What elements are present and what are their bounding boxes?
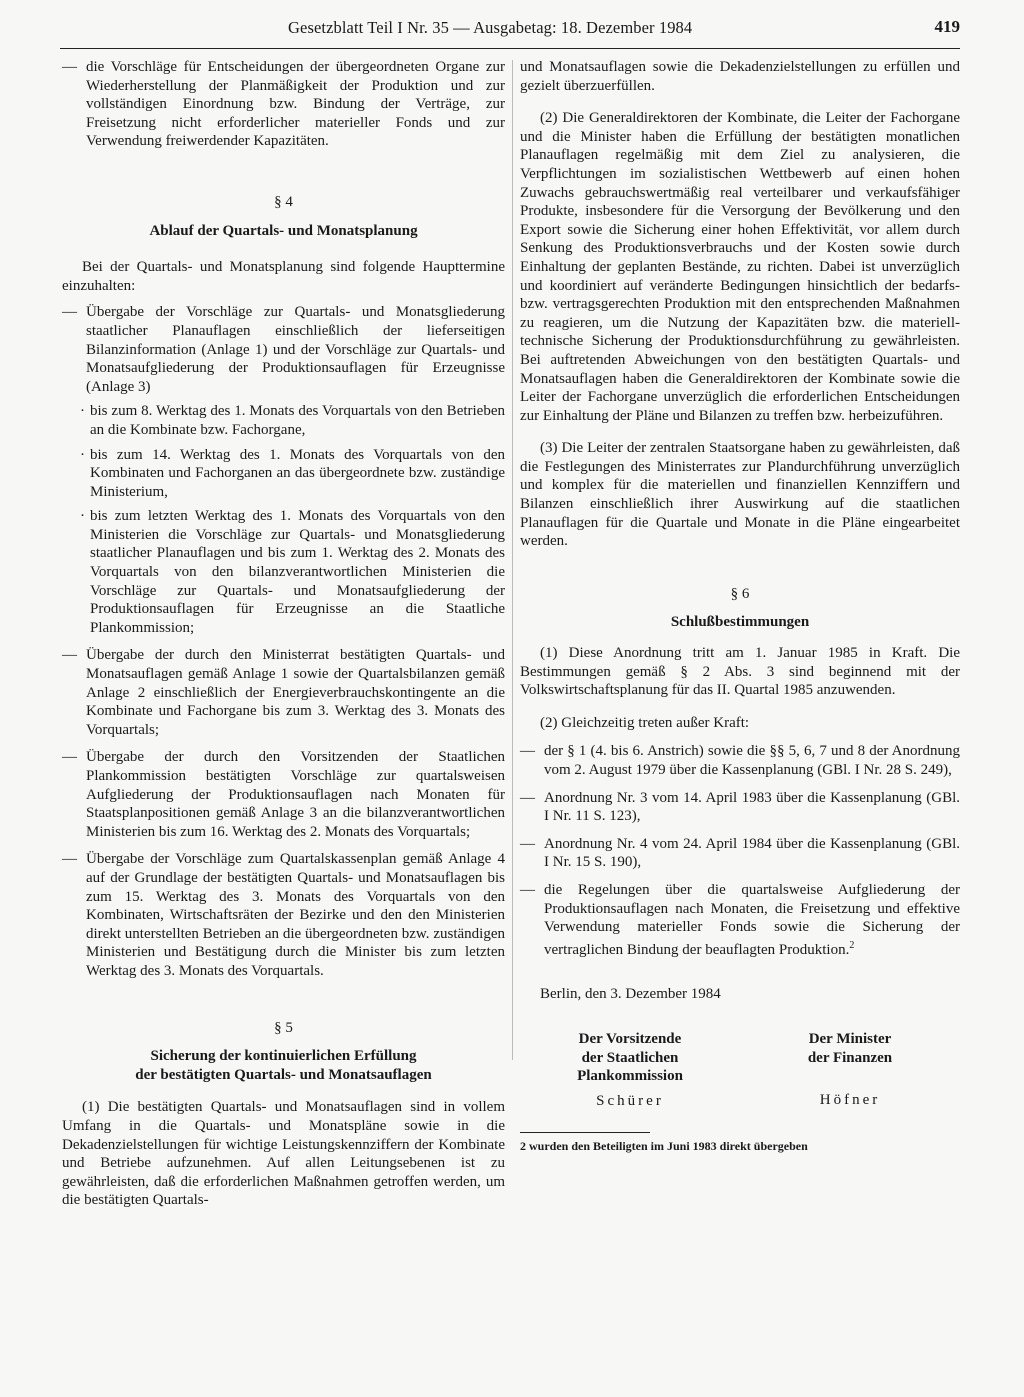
dash-marker: — xyxy=(520,743,535,760)
list-item xyxy=(62,58,505,151)
footnote: 2 wurden den Beteiligten im Juni 1983 direkt übergeben xyxy=(520,1139,808,1154)
section-5-paragraph-2: (2) Die Generaldirektoren der Kombinate, die Leiter der Fachorgane und die Minister haben die Erfüllung der bestätigten monatlichen Planauflagen regelmäßig mit dem Ziel zu analysieren, die Verpflichtungen im sozialistischen Wettbewerb auf einen hohen Zuwachs gebrauchswertmäßig real verteilbarer und verkaufsfähiger Produkte, insbesondere für die Versorgung der Bevölkerung und den Export sowie die Sicherung einer hohen Effektivität, vor allem durch Senkung des Produktionsverbrauchs und der Kosten sowie durch Einhaltung der geplanten Bestände, zu richten. Dabei ist unverzüglich und koordiniert auf veränderte Bedingungen hinsichtlich der bedarfs- bzw. vertragsgerechten Produktion mit den entsprechenden Maßnahmen zu reagieren, um die Nutzung der Kapazitäten bzw. die materiell-technische Sicherung der Produktionsdurchführung zu gewährleisten. Bei auftretenden Abweichungen von den bestätigten Quartals- und Monatsauflagen haben die Generaldirektoren der Kombinate sowie die Leiter der Fachorgane unverzüglich die erforderlichen Entscheidungen zur Einhaltung der Pläne und Bilanzen zu treffen bzw. herbeizuführen. xyxy=(520,110,960,424)
signature-left xyxy=(540,1030,720,1110)
section-4-number: § 4 xyxy=(274,193,293,210)
list-item-text xyxy=(544,881,960,959)
list-item xyxy=(62,748,505,841)
list-item xyxy=(62,646,505,739)
dash-marker: — xyxy=(62,647,77,664)
list-item xyxy=(520,881,960,959)
signature-role-line: der Finanzen xyxy=(807,1049,893,1066)
dash-marker: — xyxy=(62,304,77,321)
right-column xyxy=(520,58,960,1154)
section-5-title-line2: der bestätigten Quartals- und Monatsauflagen xyxy=(135,1066,432,1083)
signature-right xyxy=(760,1030,940,1110)
footnote-rule xyxy=(520,1132,650,1133)
list-item xyxy=(520,835,960,872)
section-6-paragraph-2: (2) Gleichzeitig treten außer Kraft: xyxy=(540,714,750,731)
list-item-text: Übergabe der durch den Vorsitzenden der Staatlichen Plankommission bestätigten Vorschläge zur quartalsweisen Aufgliederung der Produktionsauflagen nach Monaten für Staatsplanpositionen gemäß Anlage 3 an die bilanzverantwortlichen Ministerien bis zum 16. Werktag des 2. Monats des Vorquartals; xyxy=(86,749,505,840)
list-item xyxy=(62,303,505,396)
signature-role-line: der Staatlichen xyxy=(581,1049,679,1066)
signatory-name: Höfner xyxy=(819,1092,881,1109)
list-item-text: die Vorschläge für Entscheidungen der übergeordneten Organe zur Wiederherstellung der Planmäßigkeit der Produktion und zur vollständigen Einordnung bzw. Bindung der Verträge, zur Freisetzung nicht erforderlicher materieller Fonds und zur Verwendung freiwerdender Kapazitäten. xyxy=(86,59,505,150)
list-item xyxy=(520,789,960,826)
list-item xyxy=(520,742,960,779)
dash-marker: — xyxy=(62,851,77,868)
section-5-paragraph-3: (3) Die Leiter der zentralen Staatsorgane haben zu gewährleisten, daß die Festlegungen des Ministerrates zur Plandurchführung unverzüglich und komplex für die materiellen und finanziellen Kennziffern und Bilanzen einschließlich ihrer Auswirkung auf die staatlichen Planauflagen für die Quartale und Monate in die Pläne eingearbeitet werden. xyxy=(520,440,960,550)
list-item-text: Übergabe der Vorschläge zur Quartals- und Monatsgliederung staatlicher Planauflagen einschließlich der lieferseitigen Bilanzinformation (Anlage 1) und der Vorschläge zur Quartals- und Monatsaufgliederung der Produktionsauflagen für Erzeugnisse (Anlage 3) xyxy=(86,304,505,395)
sub-list-item-text: bis zum 14. Werktag des 1. Monats des Vorquartals von den Kombinaten und Fachorganen an das übergeordnete bzw. zuständige Ministerium, xyxy=(90,446,505,500)
footnote-reference: 2 xyxy=(849,939,855,951)
section-4-title: Ablauf der Quartals- und Monatsplanung xyxy=(149,222,418,239)
section-5-paragraph-1-continued: und Monatsauflagen sowie die Dekadenzielstellungen zu erfüllen und gezielt überzuerfüllen. xyxy=(520,59,960,94)
dash-marker: — xyxy=(62,59,77,75)
sub-list-item xyxy=(80,446,505,502)
list-item-text: der § 1 (4. bis 6. Anstrich) sowie die §§ 5, 6, 7 und 8 der Anordnung vom 2. August 1979 über die Kassenplanung (GBl. I Nr. 28 S. 249), xyxy=(544,743,960,778)
section-6-paragraph-1: (1) Diese Anordnung tritt am 1. Januar 1985 in Kraft. Die Bestimmungen gemäß § 2 Abs. 3 sind beginnend mit der Volkswirtschaftsplanung für das II. Quartal 1985 anzuwenden. xyxy=(520,645,960,699)
dash-marker: — xyxy=(520,881,535,898)
page-header xyxy=(60,14,960,49)
list-item xyxy=(62,850,505,980)
column-divider xyxy=(512,60,513,1060)
list-item-text-body: die Regelungen über die quartalsweise Aufgliederung der Produktionsauflagen nach Monaten, die Freisetzung und effektive Verwendung materieller Fonds sowie die Sicherung der vertraglichen Bindung der beauflagten Produktion. xyxy=(544,881,960,958)
list-item-text: Übergabe der durch den Ministerrat bestätigten Quartals- und Monatsauflagen gemäß Anlage 1 sowie der Quartalsbilanzen gemäß Anlage 2 einschließlich der Energieverbrauchskontingente an die Kombinate und Fachorgane bis zum 3. Werktag des 3. Monats des Vorquartals; xyxy=(86,647,505,738)
list-item-text: Anordnung Nr. 4 vom 24. April 1984 über die Kassenplanung (GBl. I Nr. 15 S. 190), xyxy=(544,835,960,871)
dash-marker: — xyxy=(520,835,535,852)
signature-role-line: Der Minister xyxy=(808,1030,892,1047)
sub-list-item xyxy=(80,402,505,439)
signature-role-line: Der Vorsitzende xyxy=(578,1030,682,1047)
sub-list-item xyxy=(80,507,505,637)
dot-marker: · xyxy=(80,403,85,420)
dot-marker: · xyxy=(80,508,85,525)
signature-role-line: Plankommission xyxy=(577,1068,683,1085)
section-4-intro: Bei der Quartals- und Monatsplanung sind folgende Haupttermine einzuhalten: xyxy=(62,259,505,294)
dash-marker: — xyxy=(62,749,77,766)
section-5-title-line1: Sicherung der kontinuierlichen Erfüllung xyxy=(150,1048,417,1065)
header-title: Gesetzblatt Teil I Nr. 35 — Ausgabetag: 18. Dezember 1984 xyxy=(288,18,693,37)
sub-list-item-text: bis zum letzten Werktag des 1. Monats des Vorquartals von den Ministerien die Vorschläge zur Quartals- und Monatsgliederung staatlicher Planauflagen und bis zum 1. Werktag des 2. Monats des Vorquartals von den bilanzverantwortlichen Ministerien die Vorschläge zur Quartals- und Monatsaufgliederung der Produktionsauflagen für Erzeugnisse an die Staatliche Plankommission; xyxy=(90,508,505,636)
page-number: 419 xyxy=(934,17,960,36)
signatory-name: Schürer xyxy=(596,1092,664,1109)
section-6-title: Schlußbestimmungen xyxy=(670,614,810,631)
dash-marker: — xyxy=(520,789,535,806)
signature-block xyxy=(520,1030,960,1110)
list-item-text: Anordnung Nr. 3 vom 14. April 1983 über die Kassenplanung (GBl. I Nr. 11 S. 123), xyxy=(544,789,960,825)
place-date: Berlin, den 3. Dezember 1984 xyxy=(540,986,721,1003)
section-5-paragraph-1: (1) Die bestätigten Quartals- und Monatsauflagen sind in vollem Umfang in die Quartals- und Monatspläne sowie in die Dekadenzielstellungen für wichtige Leistungskennziffern der Kombinate und Betriebe aufzunehmen. Auf allen Leitungsebenen ist zu gewährleisten, daß die erforderlichen Maßnahmen getroffen werden, um die bestätigten Quartals- xyxy=(62,1099,505,1209)
sub-list-item-text: bis zum 8. Werktag des 1. Monats des Vorquartals von den Betrieben an die Kombinate bzw. Fachorgane, xyxy=(90,403,505,438)
section-5-number: § 5 xyxy=(274,1019,293,1036)
section-6-number: § 6 xyxy=(730,585,750,602)
list-item-text: Übergabe der Vorschläge zum Quartalskassenplan gemäß Anlage 4 auf der Grundlage der bestätigten Quartals- und Monatsauflagen bis zum 15. Werktag des 3. Monats des Vorquartals von den Kombinaten, Wirtschaftsräten der Bezirke und den den Ministerien direkt unterstellten Betrieben an die übergeordneten bzw. zuständigen Ministerien und Bestätigung durch die Minister bis zum letzten Werktag des 3. Monats des Vorquartals. xyxy=(86,851,505,979)
dot-marker: · xyxy=(80,446,85,463)
left-column xyxy=(62,58,505,1210)
